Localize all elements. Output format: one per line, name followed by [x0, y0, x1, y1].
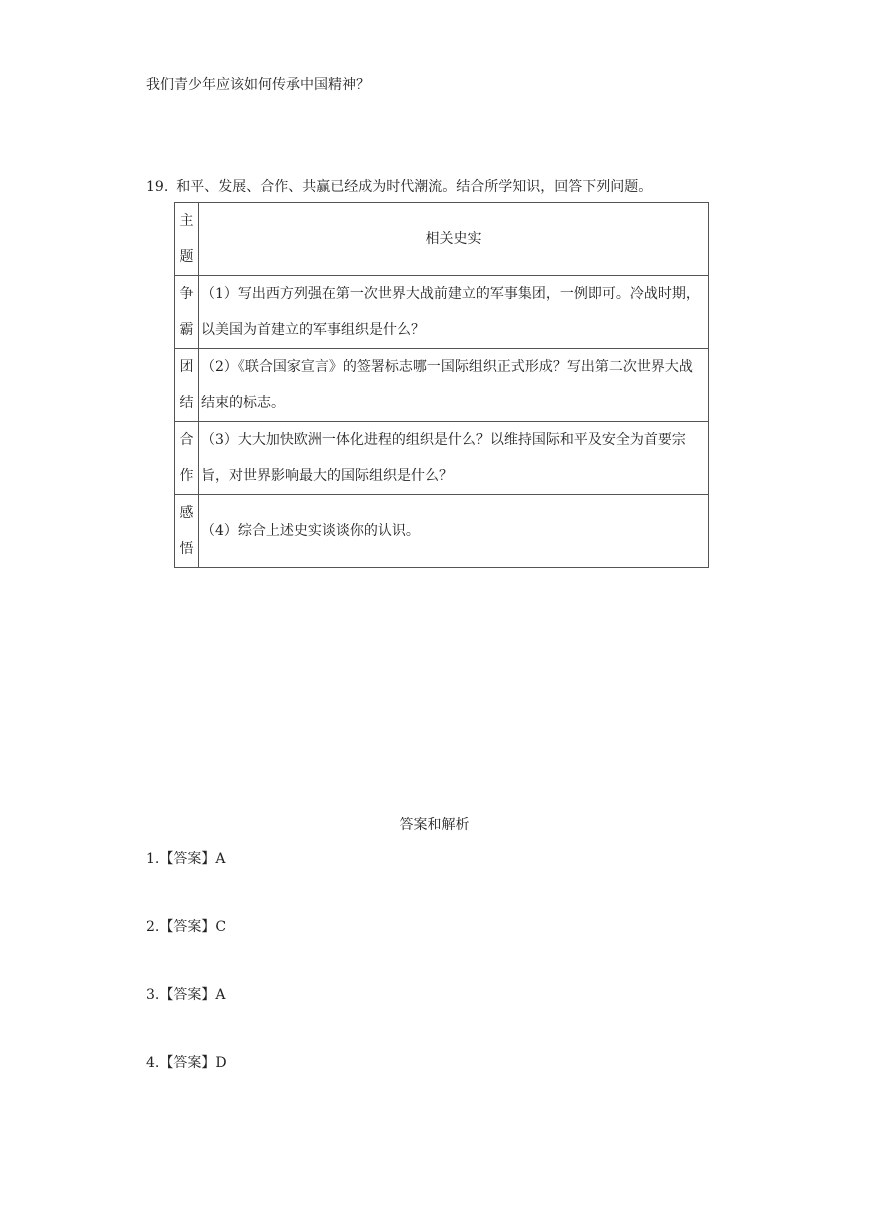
header-topic-char: 主 [179, 213, 194, 229]
topic-char: 团 [179, 359, 194, 375]
topic-char: 作 [179, 468, 194, 484]
answer-item: 3.【答案】A [146, 987, 226, 1003]
answer-item: 4.【答案】D [146, 1055, 227, 1071]
topic-cell [175, 276, 199, 349]
content-cell: （3）大大加快欧洲一体化进程的组织是什么？以维持国际和平及安全为首要宗旨，对世界影响最大的国际组织是什么？ [199, 422, 709, 495]
answers-title: 答案和解析 [399, 817, 470, 833]
topic-char: 感 [179, 505, 194, 521]
topic-cell [175, 422, 199, 495]
table-row [175, 349, 709, 422]
table-header-row [175, 203, 709, 276]
topic-char: 合 [179, 432, 194, 448]
topic-cell [175, 495, 199, 568]
question-18-tail: 我们青少年应该如何传承中国精神？ [146, 77, 370, 93]
topic-cell [175, 349, 199, 422]
header-topic-cell [175, 203, 199, 276]
header-content-cell: 相关史实 [199, 203, 709, 276]
history-facts-table [174, 202, 709, 568]
question-19-text: 和平、发展、合作、共赢已经成为时代潮流。结合所学知识，回答下列问题。 [176, 179, 653, 195]
topic-char: 结 [179, 395, 194, 411]
topic-char: 争 [179, 286, 194, 302]
question-19-stem [146, 176, 652, 196]
header-topic-char: 题 [179, 249, 194, 265]
content-cell: （1）写出西方列强在第一次世界大战前建立的军事集团，一例即可。冷战时期，以美国为首建立的军事组织是什么？ [199, 276, 709, 349]
table-row [175, 276, 709, 349]
answer-item: 1.【答案】A [146, 851, 226, 867]
answer-item: 2.【答案】C [146, 919, 227, 935]
topic-char: 悟 [179, 541, 194, 557]
content-cell: （4）综合上述史实谈谈你的认识。 [199, 495, 709, 568]
table-row [175, 495, 709, 568]
question-number: 19. [146, 179, 169, 195]
topic-char: 霸 [179, 322, 194, 338]
content-cell: （2）《联合国家宣言》的签署标志哪一国际组织正式形成？写出第二次世界大战结束的标志。 [199, 349, 709, 422]
table-row [175, 422, 709, 495]
